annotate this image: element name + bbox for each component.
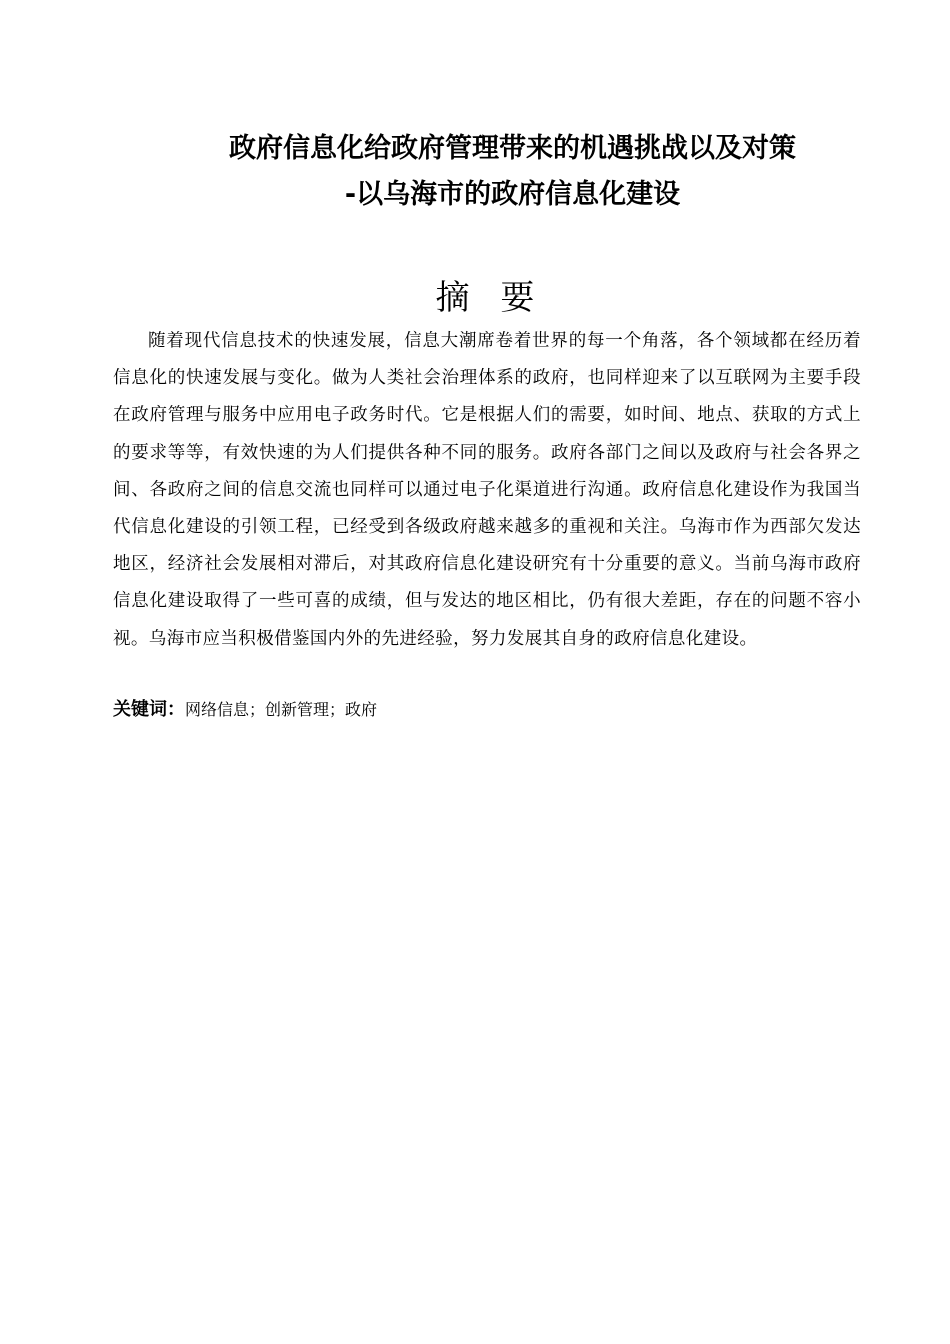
keywords-values: 网络信息；创新管理；政府 xyxy=(185,700,378,719)
keywords-line xyxy=(113,694,861,726)
abstract-paragraph: 随着现代信息技术的快速发展，信息大潮席卷着世界的每一个角落，各个领域都在经历着信息化的快速发展与变化。做为人类社会治理体系的政府，也同样迎来了以互联网为主要手段在政府管理与服务中应用电子政务时代。它是根据人们的需要，如时间、地点、获取的方式上的要求等等，有效快速的为人们提供各种不同的服务。政府各部门之间以及政府与社会各界之间、各政府之间的信息交流也同样可以通过电子化渠道进行沟通。政府信息化建设作为我国当代信息化建设的引领工程，已经受到各级政府越来越多的重视和关注。乌海市作为西部欠发达地区，经济社会发展相对滞后，对其政府信息化建设研究有十分重要的意义。当前乌海市政府信息化建设取得了一些可喜的成绩，但与发达的地区相比，仍有很大差距，存在的问题不容小视。乌海市应当积极借鉴国内外的先进经验，努力发展其自身的政府信息化建设。 xyxy=(113,331,861,649)
keywords-label: 关键词： xyxy=(113,699,185,720)
abstract-heading: 摘 要 xyxy=(435,278,545,318)
title-line-subtitle: -以乌海市的政府信息化建设 xyxy=(344,179,681,210)
document-title xyxy=(0,126,950,218)
title-line-main: 政府信息化给政府管理带来的机遇挑战以及对策 xyxy=(229,133,796,164)
